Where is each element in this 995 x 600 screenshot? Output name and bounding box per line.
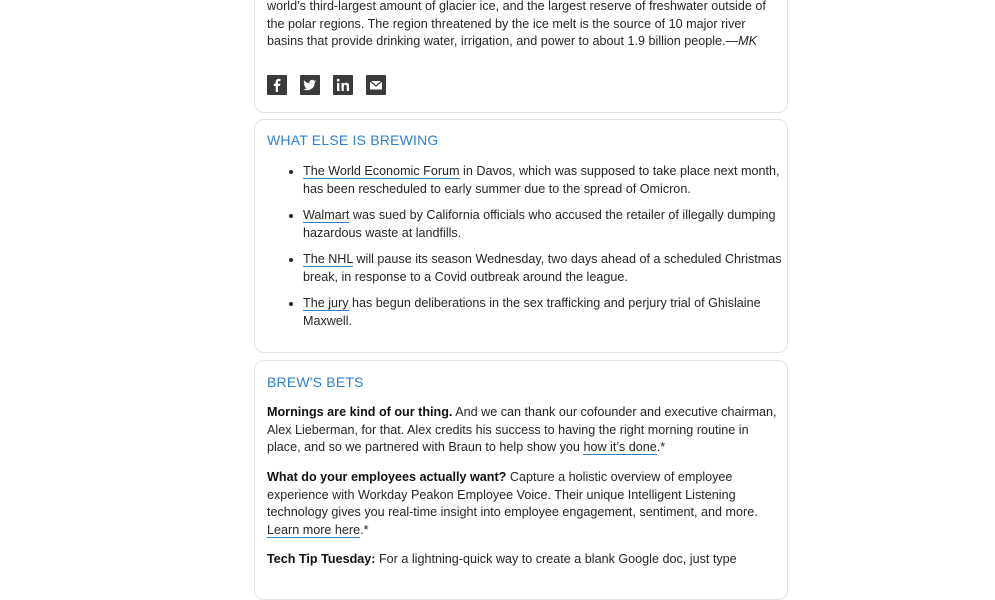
how-its-done-link[interactable]: how it’s done [583,440,657,454]
email-icon[interactable] [366,75,386,95]
bets-paragraph-2: What do your employees actually want? Capture a holistic overview of employee experience with Workday Peakon Employee Voice. Their unique Intelligent Listening technology gives you real-time insight into employee engagement, sentiment, and more. Learn more here.* [267,470,758,537]
facebook-icon[interactable] [267,75,287,95]
story-text: world’s third-largest amount of glacier ice, and the largest reserve of freshwater outside of the polar regions. The region threatened by the ice melt is the source of 10 major river basins that provide drinking water, irrigation, and power to about 1.9 billion people.—MK [267,0,766,48]
brewing-heading: WHAT ELSE IS BREWING [267,132,439,148]
brewing-card [254,119,788,353]
bets-heading: BREW'S BETS [267,374,364,390]
twitter-icon[interactable] [300,75,320,95]
list-item: • The World Economic Forum in Davos, which was supposed to take place next month, has been rescheduled to early summer due to the spread of Omicron. [303,163,803,198]
share-bar [267,75,386,95]
bets-paragraph-3: Tech Tip Tuesday: For a lightning-quick way to create a blank Google doc, just type [267,552,737,566]
bets-paragraph-1: Mornings are kind of our thing. And we can thank our cofounder and executive chairman, Alex Lieberman, for that. Alex credits his success to having the right morning routine in place, and so we partnered with Braun to help show you how it’s done.* [267,405,777,454]
news-link[interactable]: The NHL [303,252,353,266]
news-link[interactable]: The jury [303,296,349,310]
story-card [254,0,788,113]
brewing-list [267,163,803,339]
news-link[interactable]: Walmart [303,208,350,222]
list-item: • The NHL will pause its season Wednesday, two days ahead of a scheduled Christmas break, in response to a Covid outbreak around the league. [303,251,803,286]
learn-more-link[interactable]: Learn more here [267,522,361,537]
bets-card [254,360,788,600]
list-item: • Walmart was sued by California officials who accused the retailer of illegally dumping hazardous waste at landfills. [303,207,803,242]
byline: MK [738,34,758,48]
linkedin-icon[interactable] [333,75,353,95]
list-item: • The jury has begun deliberations in the sex trafficking and perjury trial of Ghislaine Maxwell. [303,295,803,330]
news-link[interactable]: The World Economic Forum [303,164,460,178]
